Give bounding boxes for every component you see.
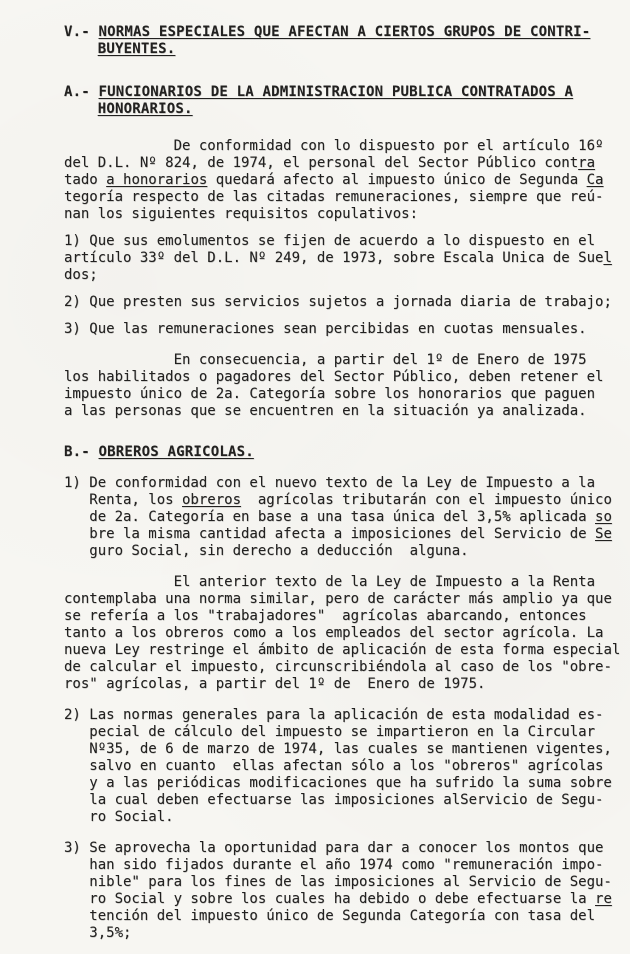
text-line — [64, 24, 620, 41]
text-segment: ro Social. — [89, 809, 174, 825]
text-segment: dos; — [64, 267, 98, 283]
text-line — [64, 294, 620, 311]
paragraph-b-1-history — [64, 574, 620, 693]
text-segment: de calcular el impuesto, circunscribiéndola al caso de los "obre- — [64, 659, 612, 675]
text-line — [64, 775, 620, 792]
text-segment: HONORARIOS. — [97, 101, 193, 117]
text-segment: En consecuencia, a partir del 1º de Enero de 1975 — [173, 352, 587, 368]
text-segment: del D.L. Nº 824, de 1974, el personal del Sector Público cont — [64, 155, 579, 171]
text-line — [64, 475, 620, 492]
text-line — [64, 874, 620, 891]
text-segment: NORMAS ESPECIALES QUE AFECTAN A CIERTOS GRUPOS DE CONTRI- — [98, 24, 591, 40]
text-segment: 2) Que presten sus servicios sujetos a jornada diaria de trabajo; — [64, 294, 612, 310]
text-segment: de 2a. Categoría en base a una tasa única del 3,5% aplicada — [89, 509, 596, 525]
text-line — [64, 676, 620, 693]
text-segment: agrícolas tributarán con el impuesto único — [241, 492, 612, 508]
heading-section-b — [64, 444, 620, 461]
list-item-a-2 — [64, 294, 620, 311]
list-item-b-3 — [64, 840, 620, 942]
text-line — [64, 908, 620, 925]
text-line — [64, 189, 620, 206]
text-line — [64, 369, 620, 386]
text-segment: El anterior texto de la Ley de Impuesto a la Renta — [173, 574, 595, 590]
text-segment: De conformidad con lo dispuesto por el artículo 16º — [173, 138, 604, 154]
list-item-a-1 — [64, 233, 620, 284]
text-segment: re — [595, 891, 612, 907]
text-segment: la cual deben efectuarse las imposiciones alServicio de Segu- — [89, 792, 604, 808]
text-line — [64, 642, 620, 659]
text-segment: artículo 33º del D.L. Nº 249, de 1973, sobre Escala Unica de Sue — [64, 250, 604, 266]
text-segment: obreros — [182, 492, 242, 508]
text-segment: se refería a los "trabajadores" agrícolas abarcando, entonces — [64, 608, 587, 624]
text-segment: salvo en cuanto ellas afectan sólo a los "obreros" agrícolas — [89, 758, 604, 774]
text-line — [64, 809, 620, 826]
text-line — [64, 526, 620, 543]
text-segment: l — [603, 250, 612, 266]
text-line — [64, 321, 620, 338]
text-line — [64, 591, 620, 608]
text-segment: so — [595, 509, 612, 525]
text-segment: 1) Que sus emolumentos se fijen de acuerdo a lo dispuesto en el — [64, 233, 596, 249]
text-line — [64, 492, 620, 509]
text-segment: los habilitados o pagadores del Sector Público, deben retener el — [64, 369, 604, 385]
text-segment: contemplaba una norma similar, pero de carácter más amplio ya que — [64, 591, 612, 607]
text-line — [64, 138, 620, 155]
text-segment: 1) De conformidad con el nuevo texto de la Ley de Impuesto a la — [64, 475, 596, 491]
text-line — [64, 84, 620, 101]
text-line — [64, 608, 620, 625]
text-line — [64, 707, 620, 724]
text-line — [64, 155, 620, 172]
text-line — [64, 172, 620, 189]
text-line — [64, 659, 620, 676]
text-line — [64, 758, 620, 775]
text-segment: V.- — [64, 24, 99, 40]
text-line — [64, 891, 620, 908]
text-segment: 2) Las normas generales para la aplicación de esta modalidad es- — [64, 707, 604, 723]
text-segment: BUYENTES. — [97, 41, 176, 57]
text-segment: han sido fijados durante el año 1974 como "remuneración impo- — [89, 857, 604, 873]
text-line — [64, 267, 620, 284]
text-segment: FUNCIONARIOS DE LA ADMINISTRACION PUBLICA CONTRATADOS A — [98, 84, 574, 100]
paragraph-a-conclusion — [64, 352, 620, 420]
list-item-b-1 — [64, 475, 620, 560]
heading-section-v — [64, 24, 620, 58]
text-line — [64, 724, 620, 741]
text-segment: pecial de cálculo del impuesto se impartieron en la Circular — [89, 724, 596, 740]
text-line — [64, 741, 620, 758]
text-line — [64, 925, 620, 942]
text-segment: Renta, los — [89, 492, 182, 508]
list-item-a-3 — [64, 321, 620, 338]
text-segment: tado — [64, 172, 107, 188]
text-segment: quedará afecto al impuesto único de Segunda — [207, 172, 587, 188]
text-segment: nible" para los fines de las imposiciones al Servicio de Segu- — [89, 874, 612, 890]
paragraph-a-intro — [64, 138, 620, 223]
text-line — [64, 352, 620, 369]
text-line — [64, 543, 620, 560]
text-line — [64, 386, 620, 403]
text-line — [64, 857, 620, 874]
text-line — [64, 444, 620, 461]
text-segment: ro Social y sobre los cuales ha debido o debe efectuarse la — [89, 891, 596, 907]
text-segment: impuesto único de 2a. Categoría sobre los honorarios que paguen — [64, 386, 596, 402]
text-segment: 3) Se aprovecha la oportunidad para dar a conocer los montos que — [64, 840, 604, 856]
text-segment: Se — [595, 526, 612, 542]
text-segment: Ca — [586, 172, 604, 188]
text-segment: B.- — [64, 444, 99, 460]
text-line — [64, 101, 620, 118]
text-segment: 3,5%; — [89, 925, 132, 941]
text-segment: ra — [578, 155, 596, 171]
text-segment: 3) Que las remuneraciones sean percibidas en cuotas mensuales. — [64, 321, 587, 337]
text-segment: tanto a los obreros como a los empleados del sector agrícola. La — [64, 625, 604, 641]
text-segment: ros" agrícolas, a partir del 1º de Enero de 1975. — [64, 676, 486, 692]
text-segment: nan los siguientes requisitos copulativos: — [64, 206, 419, 222]
text-line — [64, 41, 620, 58]
text-line — [64, 625, 620, 642]
text-line — [64, 250, 620, 267]
text-segment: A.- — [64, 84, 99, 100]
text-line — [64, 206, 620, 223]
text-line — [64, 574, 620, 591]
text-segment: Nº35, de 6 de marzo de 1974, las cuales se mantienen vigentes, — [89, 741, 612, 757]
text-segment: tención del impuesto único de Segunda Categoría con tasa del — [89, 908, 596, 924]
text-segment: guro Social, sin derecho a deducción alguna. — [89, 543, 469, 559]
list-item-b-2 — [64, 707, 620, 826]
text-line — [64, 233, 620, 250]
text-segment: nueva Ley restringe el ámbito de aplicación de esta forma especial — [64, 642, 621, 658]
text-line — [64, 403, 620, 420]
text-segment: tegoría respecto de las citadas remuneraciones, siempre que reú- — [64, 189, 604, 205]
text-segment: a honorarios — [106, 172, 208, 188]
text-segment: y a las periódicas modificaciones que ha sufrido la suma sobre — [89, 775, 612, 791]
text-line — [64, 509, 620, 526]
text-line — [64, 840, 620, 857]
heading-section-a — [64, 84, 620, 118]
text-segment: bre la misma cantidad afecta a imposiciones del Servicio de — [89, 526, 596, 542]
text-segment: OBREROS AGRICOLAS. — [98, 444, 254, 460]
text-line — [64, 792, 620, 809]
text-segment: a las personas que se encuentren en la situación ya analizada. — [64, 403, 587, 419]
